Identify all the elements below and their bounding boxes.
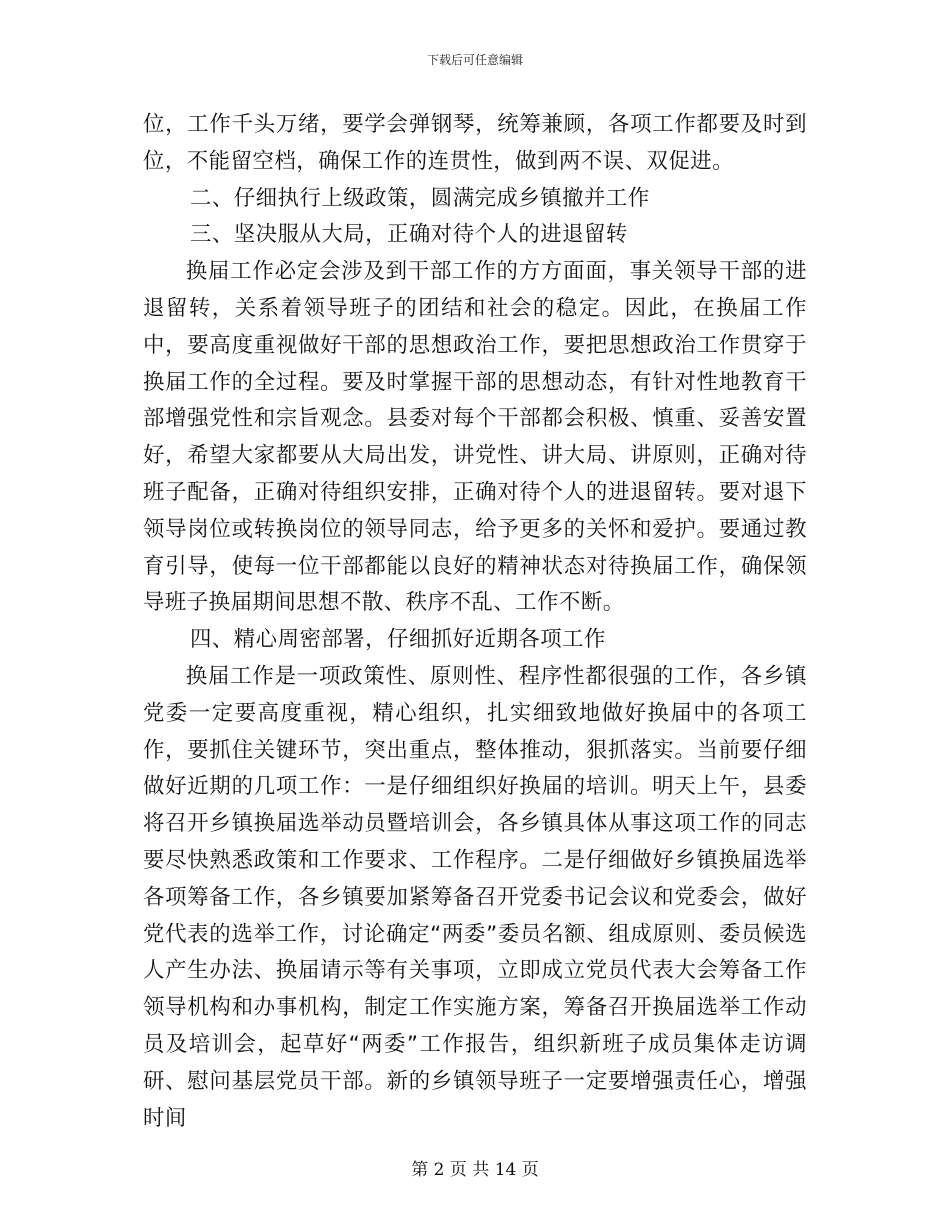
page-header-note: 下载后可任意编辑 <box>426 53 523 67</box>
paragraph-section-4: 换届工作是一项政策性、原则性、程序性都很强的工作，各乡镇党委一定要高度重视，精心组织，扎实细致地做好换届中的各项工作，要抓住关键环节，突出重点，整体推动，狠抓落实。当前要仔细做好近期的几项工作：一是仔细组织好换届的培训。明天上午，县委将召开乡镇换届选举动员暨培训会，各乡镇具体从事这项工作的同志要尽快熟悉政策和工作要求、工作程序。二是仔细做好乡镇换届选举各项筹备工作，各乡镇要加紧筹备召开党委书记会议和党委会，做好党代表的选举工作，讨论确定“两委”委员名额、组成原则、委员候选人产生办法、换届请示等有关事项，立即成立党员代表大会筹备工作领导机构和办事机构，制定工作实施方案，筹备召开换届选举工作动员及培训会，起草好“两委”工作报告，组织新班子成员集体走访调研、慰问基层党员干部。新的乡镇领导班子一定要增强责任心，增强时间 <box>143 663 807 1131</box>
paragraph-section-3: 换届工作必定会涉及到干部工作的方方面面，事关领导干部的进退留转，关系着领导班子的团结和社会的稳定。因此，在换届工作中，要高度重视做好干部的思想政治工作，要把思想政治工作贯穿于换届工作的全过程。要及时掌握干部的思想动态，有针对性地教育干部增强党性和宗旨观念。县委对每个干部都会积极、慎重、妥善安置好，希望大家都要从大局出发，讲党性、讲大局、讲原则，正确对待班子配备，正确对待组织安排，正确对待个人的进退留转。要对退下领导岗位或转换岗位的领导同志，给予更多的关怀和爱护。要通过教育引导，使每一位干部都能以良好的精神状态对待换届工作，确保领导班子换届期间思想不散、秩序不乱、工作不断。 <box>143 259 807 616</box>
section-heading-3: 三、坚决服从大局，正确对待个人的进退留转 <box>190 222 628 248</box>
document-body <box>143 107 807 1137</box>
page-number-footer: 第 2 页 共 14 页 <box>411 1160 539 1180</box>
section-heading-4: 四、精心周密部署，仔细抓好近期各项工作 <box>190 627 606 653</box>
section-heading-2: 二、仔细执行上级政策，圆满完成乡镇撤并工作 <box>190 185 650 211</box>
paragraph-continuation: 位，工作千头万绪，要学会弹钢琴，统筹兼顾，各项工作都要及时到位，不能留空档，确保工作的连贯性，做到两不误、双促进。 <box>143 112 807 174</box>
